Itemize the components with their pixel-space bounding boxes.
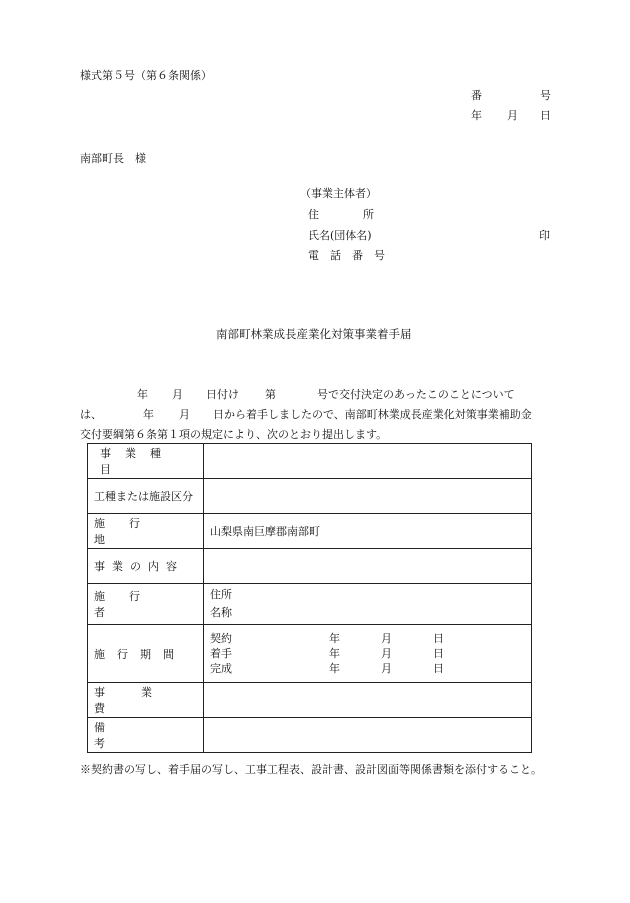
seal-mark: 印 [539, 229, 550, 242]
table-row [88, 584, 532, 625]
number-label: 番 [471, 89, 482, 102]
label-jigyo-naiyo: 事業の内容 [88, 549, 204, 584]
applicant-section: （事業主体者） [300, 187, 377, 200]
period-row-contract: 契約 年 月 日 [210, 632, 444, 645]
date-day-label: 日 [540, 109, 551, 122]
body-text-1: 号で交付決定のあったこのことについて [317, 388, 515, 401]
address-label: 住 所 [308, 208, 374, 221]
label-koshu: 工種または施設区分 [88, 479, 204, 514]
phone-label: 電 話 番 号 [308, 249, 385, 262]
table-row [88, 549, 532, 584]
label-biko: 備考 [88, 718, 204, 753]
form-number: 様式第５号（第６条関係） [80, 69, 212, 82]
table-row [88, 479, 532, 514]
label-seko-chi: 施行地 [88, 514, 204, 549]
value-seko-kikan[interactable] [204, 625, 532, 683]
footnote: ※契約書の写し、着手届の写し、工事工程表、設計書、設計図面等関係書類を添付すること。 [80, 763, 542, 776]
table-row [88, 683, 532, 718]
body-year-2: 年 [143, 408, 154, 421]
label-jigyo-shumoku: 事業種目 [88, 444, 204, 479]
table-row [88, 514, 532, 549]
body-year: 年 [137, 388, 148, 401]
date-year-label: 年 [471, 109, 482, 122]
body-wa: は、 [80, 408, 102, 421]
value-koshu[interactable] [204, 479, 532, 514]
go-label: 号 [540, 89, 551, 102]
details-table [87, 443, 532, 753]
name-label: 氏名(団体名) [308, 229, 372, 242]
value-seko-chi[interactable]: 山梨県南巨摩郡南部町 [204, 514, 532, 549]
body-line-1 [80, 386, 515, 402]
sekosha-name-label: 名称 [210, 606, 232, 619]
value-seko-sha[interactable] [204, 584, 532, 625]
body-dai: 第 [265, 388, 276, 401]
table-row [88, 718, 532, 753]
value-jigyo-hi[interactable] [204, 683, 532, 718]
sekosha-address-label: 住所 [210, 588, 232, 601]
period-row-start: 着手 年 月 日 [210, 647, 444, 660]
label-seko-sha: 施行者 [88, 584, 204, 625]
value-jigyo-shumoku[interactable] [204, 444, 532, 479]
body-month-2: 月 [179, 408, 190, 421]
period-row-complete: 完成 年 月 日 [210, 662, 444, 675]
body-text-2: 日から着手しましたので、南部町林業成長産業化対策事業補助金 [213, 408, 532, 421]
label-seko-kikan: 施行期間 [88, 625, 204, 683]
value-jigyo-naiyo[interactable] [204, 549, 532, 584]
date-month-label: 月 [507, 109, 518, 122]
body-line-2 [80, 406, 532, 422]
body-line-3: 交付要綱第６条第１項の規定により、次のとおり提出します。 [80, 428, 388, 441]
label-jigyo-hi: 事業費 [88, 683, 204, 718]
table-row [88, 625, 532, 683]
addressee: 南部町長 様 [80, 152, 146, 165]
body-date-suffix: 日付け [206, 388, 239, 401]
value-biko[interactable] [204, 718, 532, 753]
table-row [88, 444, 532, 479]
document-title: 南部町林業成長産業化対策事業着手届 [216, 327, 412, 341]
body-month: 月 [172, 388, 183, 401]
